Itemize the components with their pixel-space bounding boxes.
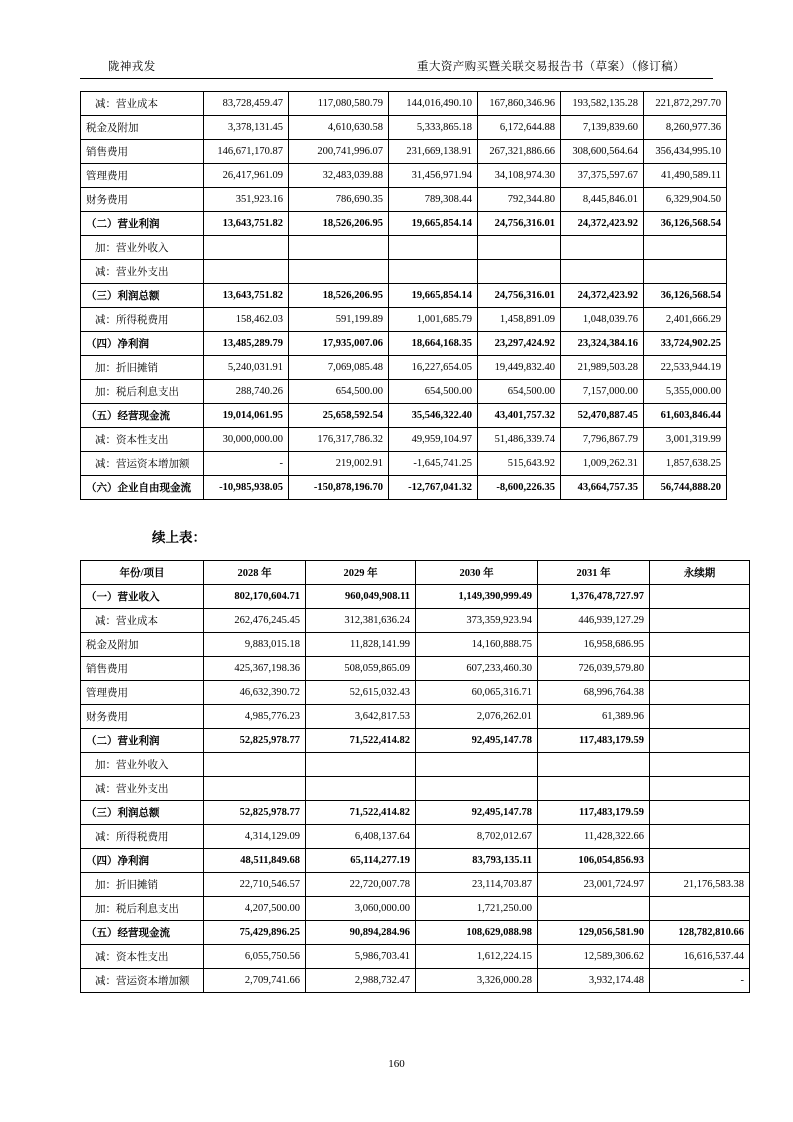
table-cell: 3,001,319.99 [644,428,727,452]
table-cell: 4,207,500.00 [204,897,306,921]
table-cell: 425,367,198.36 [204,657,306,681]
table-cell [538,777,650,801]
table-cell: -1,645,741.25 [389,452,478,476]
table-cell: 19,014,061.95 [204,404,289,428]
table-cell: 117,483,179.59 [538,801,650,825]
table-cell: 3,060,000.00 [306,897,416,921]
table-cell: 288,740.26 [204,380,289,404]
table-cell: 30,000,000.00 [204,428,289,452]
table-cell: 607,233,460.30 [416,657,538,681]
table-cell [204,236,289,260]
table-cell: 36,126,568.54 [644,284,727,308]
table-cell: 61,389.96 [538,705,650,729]
table-row [81,777,750,801]
table-cell: 6,055,750.56 [204,945,306,969]
table-cell: 1,857,638.25 [644,452,727,476]
table-cell: 14,160,888.75 [416,633,538,657]
table-cell [650,753,750,777]
table-cell: 60,065,316.71 [416,681,538,705]
table-cell: 8,702,012.67 [416,825,538,849]
row-label: 加：折旧摊销 [81,873,204,897]
table-cell: 36,126,568.54 [644,212,727,236]
table-cell: 2,709,741.66 [204,969,306,993]
table-cell: 32,483,039.88 [289,164,389,188]
table-row [81,705,750,729]
table-cell: 3,932,174.48 [538,969,650,993]
table-cell: 2,401,666.29 [644,308,727,332]
table-row [81,801,750,825]
table-row [81,681,750,705]
row-label: 减：营业外支出 [81,777,204,801]
table-row [81,633,750,657]
table-row [81,140,727,164]
table1-body [81,92,727,500]
table2-head [81,561,750,585]
table-cell: 43,401,757.32 [478,404,561,428]
table-cell: 22,533,944.19 [644,356,727,380]
table-cell: 16,958,686.95 [538,633,650,657]
table-cell [389,260,478,284]
table-cell: 5,355,000.00 [644,380,727,404]
table-cell: 23,001,724.97 [538,873,650,897]
table-cell [478,236,561,260]
table-cell [416,753,538,777]
table-cell: 1,048,039.76 [561,308,644,332]
table-row [81,825,750,849]
table-cell [204,753,306,777]
table-cell: 176,317,786.32 [289,428,389,452]
table-cell: 9,883,015.18 [204,633,306,657]
table-cell: 5,240,031.91 [204,356,289,380]
row-label: 加：税后利息支出 [81,897,204,921]
table-cell: 117,080,580.79 [289,92,389,116]
row-label: 减：营业成本 [81,92,204,116]
table-cell: 16,227,654.05 [389,356,478,380]
table-cell: 71,522,414.82 [306,729,416,753]
row-label: （三）利润总额 [81,284,204,308]
header-document-title: 重大资产购买暨关联交易报告书（草案）（修订稿） [417,61,685,73]
table-cell [561,260,644,284]
table-row [81,404,727,428]
table-row [81,585,750,609]
table-cell: 19,665,854.14 [389,284,478,308]
table-cell: 792,344.80 [478,188,561,212]
row-label: （五）经营现金流 [81,404,204,428]
table-cell: 2,076,262.01 [416,705,538,729]
table-cell: 108,629,088.98 [416,921,538,945]
row-label: 财务费用 [81,705,204,729]
table-cell: 26,417,961.09 [204,164,289,188]
table-cell: 1,009,262.31 [561,452,644,476]
table-cell: 23,114,703.87 [416,873,538,897]
table2-body [81,585,750,993]
table-row [81,164,727,188]
table-cell: -10,985,938.05 [204,476,289,500]
table-cell [650,681,750,705]
table-row [81,380,727,404]
table-cell [650,801,750,825]
table-cell: 3,642,817.53 [306,705,416,729]
table-cell: 61,603,846.44 [644,404,727,428]
table-cell: 18,526,206.95 [289,212,389,236]
table-cell: 56,744,888.20 [644,476,727,500]
table-cell: 21,176,583.38 [650,873,750,897]
table-cell: 51,486,339.74 [478,428,561,452]
table-cell: 7,796,867.79 [561,428,644,452]
row-label: 加：税后利息支出 [81,380,204,404]
table-cell [650,657,750,681]
table-cell: 8,445,846.01 [561,188,644,212]
table-cell: 308,600,564.64 [561,140,644,164]
table-cell: 6,172,644.88 [478,116,561,140]
table-cell: 37,375,597.67 [561,164,644,188]
table-cell: 7,157,000.00 [561,380,644,404]
row-label: 管理费用 [81,164,204,188]
row-label: 减：资本性支出 [81,428,204,452]
table-cell: 34,108,974.30 [478,164,561,188]
table-row [81,609,750,633]
table-cell: 312,381,636.24 [306,609,416,633]
table-cell: 193,582,135.28 [561,92,644,116]
table-cell: 52,470,887.45 [561,404,644,428]
row-label: （五）经营现金流 [81,921,204,945]
row-label: 销售费用 [81,140,204,164]
row-label: 加：营业外收入 [81,236,204,260]
table-cell: 12,589,306.62 [538,945,650,969]
table-cell: 2,988,732.47 [306,969,416,993]
table-cell: - [650,969,750,993]
row-label: （三）利润总额 [81,801,204,825]
table-cell: 7,069,085.48 [289,356,389,380]
column-header: 2028 年 [204,561,306,585]
table-cell: 654,500.00 [289,380,389,404]
table-cell: 117,483,179.59 [538,729,650,753]
table-cell: 90,894,284.96 [306,921,416,945]
table-cell: 92,495,147.78 [416,801,538,825]
table-cell: 3,378,131.45 [204,116,289,140]
table-cell: 17,935,007.06 [289,332,389,356]
table-cell: 1,376,478,727.97 [538,585,650,609]
table-cell: 221,872,297.70 [644,92,727,116]
row-label: （一）营业收入 [81,585,204,609]
table-cell: 1,721,250.00 [416,897,538,921]
table-cell: 654,500.00 [389,380,478,404]
table-cell: 11,828,141.99 [306,633,416,657]
table-cell: 24,372,423.92 [561,284,644,308]
table-cell: 1,612,224.15 [416,945,538,969]
table-cell: 158,462.03 [204,308,289,332]
table-cell: 267,321,886.66 [478,140,561,164]
table-cell [538,897,650,921]
row-label: 税金及附加 [81,633,204,657]
table-cell: 21,989,503.28 [561,356,644,380]
column-header: 2030 年 [416,561,538,585]
table-cell [561,236,644,260]
table-cell: 11,428,322.66 [538,825,650,849]
table-cell: 83,793,135.11 [416,849,538,873]
row-label: （四）净利润 [81,332,204,356]
table-cell: 5,986,703.41 [306,945,416,969]
table-cell: 786,690.35 [289,188,389,212]
cash-flow-forecast-table-part2 [80,560,750,993]
table-cell: 24,756,316.01 [478,284,561,308]
table-cell: 68,996,764.38 [538,681,650,705]
table-cell: 106,054,856.93 [538,849,650,873]
table-cell: 65,114,277.19 [306,849,416,873]
table-cell [289,236,389,260]
table-cell: 83,728,459.47 [204,92,289,116]
table-row [81,428,727,452]
row-label: （二）营业利润 [81,212,204,236]
table-row [81,969,750,993]
row-label: 加：营业外收入 [81,753,204,777]
table-cell: 16,616,537.44 [650,945,750,969]
table-cell [650,609,750,633]
table-cell [289,260,389,284]
table-cell: 6,329,904.50 [644,188,727,212]
table-cell: 167,860,346.96 [478,92,561,116]
table-row [81,476,727,500]
table-cell [650,777,750,801]
table-cell: 8,260,977.36 [644,116,727,140]
table-row [81,116,727,140]
table-cell: 52,825,978.77 [204,729,306,753]
table-row [81,753,750,777]
table-cell: 515,643.92 [478,452,561,476]
table-row [81,332,727,356]
row-label: （二）营业利润 [81,729,204,753]
table-row [81,188,727,212]
table-cell: 1,149,390,999.49 [416,585,538,609]
table-cell: 43,664,757.35 [561,476,644,500]
table-cell: 1,458,891.09 [478,308,561,332]
row-label: 财务费用 [81,188,204,212]
row-label: 减：营运资本增加额 [81,452,204,476]
column-header: 永续期 [650,561,750,585]
table-cell: 46,632,390.72 [204,681,306,705]
table-cell: 33,724,902.25 [644,332,727,356]
table-row [81,729,750,753]
table-cell: 144,016,490.10 [389,92,478,116]
table-cell [650,849,750,873]
table-cell: 802,170,604.71 [204,585,306,609]
row-label: （六）企业自由现金流 [81,476,204,500]
table-cell: 219,002.91 [289,452,389,476]
table-cell: 262,476,245.45 [204,609,306,633]
table-cell: 129,056,581.90 [538,921,650,945]
table-cell: 18,664,168.35 [389,332,478,356]
table-cell [389,236,478,260]
table-cell: 6,408,137.64 [306,825,416,849]
table-cell: 4,985,776.23 [204,705,306,729]
table-cell: -150,878,196.70 [289,476,389,500]
table-cell: 789,308.44 [389,188,478,212]
table-cell: 146,671,170.87 [204,140,289,164]
table-cell: 508,059,865.09 [306,657,416,681]
table-cell [644,260,727,284]
table-cell: 351,923.16 [204,188,289,212]
row-label: 税金及附加 [81,116,204,140]
table-cell: 41,490,589.11 [644,164,727,188]
table-cell: 19,449,832.40 [478,356,561,380]
table-cell: 591,199.89 [289,308,389,332]
table-cell [650,705,750,729]
table-row [81,236,727,260]
table-cell [538,753,650,777]
table-cell: 5,333,865.18 [389,116,478,140]
table-cell: 654,500.00 [478,380,561,404]
table-row [81,921,750,945]
row-label: 管理费用 [81,681,204,705]
table-cell: -8,600,226.35 [478,476,561,500]
table-row [81,873,750,897]
column-header: 2029 年 [306,561,416,585]
table-cell: 23,324,384.16 [561,332,644,356]
table-cell: 19,665,854.14 [389,212,478,236]
table-cell: 1,001,685.79 [389,308,478,332]
row-label: 减：资本性支出 [81,945,204,969]
row-label: 减：营业外支出 [81,260,204,284]
table-cell [650,585,750,609]
table-cell: 960,049,908.11 [306,585,416,609]
table-cell: 22,720,007.78 [306,873,416,897]
table-cell: 200,741,996.07 [289,140,389,164]
table-cell [416,777,538,801]
table-cell: 13,485,289.79 [204,332,289,356]
table-cell [204,260,289,284]
row-label: 减：所得税费用 [81,308,204,332]
table-cell: 4,610,630.58 [289,116,389,140]
table-cell: - [204,452,289,476]
table-cell [478,260,561,284]
table-row [81,897,750,921]
table-cell: 356,434,995.10 [644,140,727,164]
table-cell: 22,710,546.57 [204,873,306,897]
table-cell: 446,939,127.29 [538,609,650,633]
table-cell: 31,456,971.94 [389,164,478,188]
table-cell [644,236,727,260]
table-row [81,212,727,236]
table-cell: 4,314,129.09 [204,825,306,849]
table-row [81,308,727,332]
page-number: 160 [388,1058,405,1070]
table-cell [650,825,750,849]
row-label: 减：所得税费用 [81,825,204,849]
table-cell: 49,959,104.97 [389,428,478,452]
table-row [81,92,727,116]
row-label: （四）净利润 [81,849,204,873]
table-cell: 71,522,414.82 [306,801,416,825]
table-header-row [81,561,750,585]
row-label: 减：营运资本增加额 [81,969,204,993]
table-cell: 52,615,032.43 [306,681,416,705]
row-label: 减：营业成本 [81,609,204,633]
table-cell: 726,039,579.80 [538,657,650,681]
column-header: 2031 年 [538,561,650,585]
table-cell: 13,643,751.82 [204,212,289,236]
table-cell: 231,669,138.91 [389,140,478,164]
table-cell: 18,526,206.95 [289,284,389,308]
table-cell: 7,139,839.60 [561,116,644,140]
page-header [80,58,713,79]
table-row [81,284,727,308]
table-cell: 3,326,000.28 [416,969,538,993]
table-cell: 52,825,978.77 [204,801,306,825]
table-cell: 25,658,592.54 [289,404,389,428]
table-row [81,356,727,380]
row-label: 销售费用 [81,657,204,681]
table-cell: 128,782,810.66 [650,921,750,945]
table-cell [306,777,416,801]
table-cell: 24,372,423.92 [561,212,644,236]
table-cell: -12,767,041.32 [389,476,478,500]
table-cell [650,729,750,753]
table-cell: 23,297,424.92 [478,332,561,356]
column-header: 年份/项目 [81,561,204,585]
table-cell [306,753,416,777]
table-cell: 92,495,147.78 [416,729,538,753]
table-cell: 35,546,322.40 [389,404,478,428]
table-row [81,657,750,681]
cash-flow-forecast-table-part1 [80,91,727,500]
table-cell: 373,359,923.94 [416,609,538,633]
table-cell: 24,756,316.01 [478,212,561,236]
continued-table-caption: 续上表： [152,530,206,545]
table-row [81,849,750,873]
table-cell: 75,429,896.25 [204,921,306,945]
table-row [81,452,727,476]
row-label: 加：折旧摊销 [81,356,204,380]
table-cell [204,777,306,801]
header-company-name: 陇神戎发 [108,61,156,73]
table-cell [650,633,750,657]
table-cell [650,897,750,921]
table-row [81,260,727,284]
table-row [81,945,750,969]
table-cell: 13,643,751.82 [204,284,289,308]
table-cell: 48,511,849.68 [204,849,306,873]
